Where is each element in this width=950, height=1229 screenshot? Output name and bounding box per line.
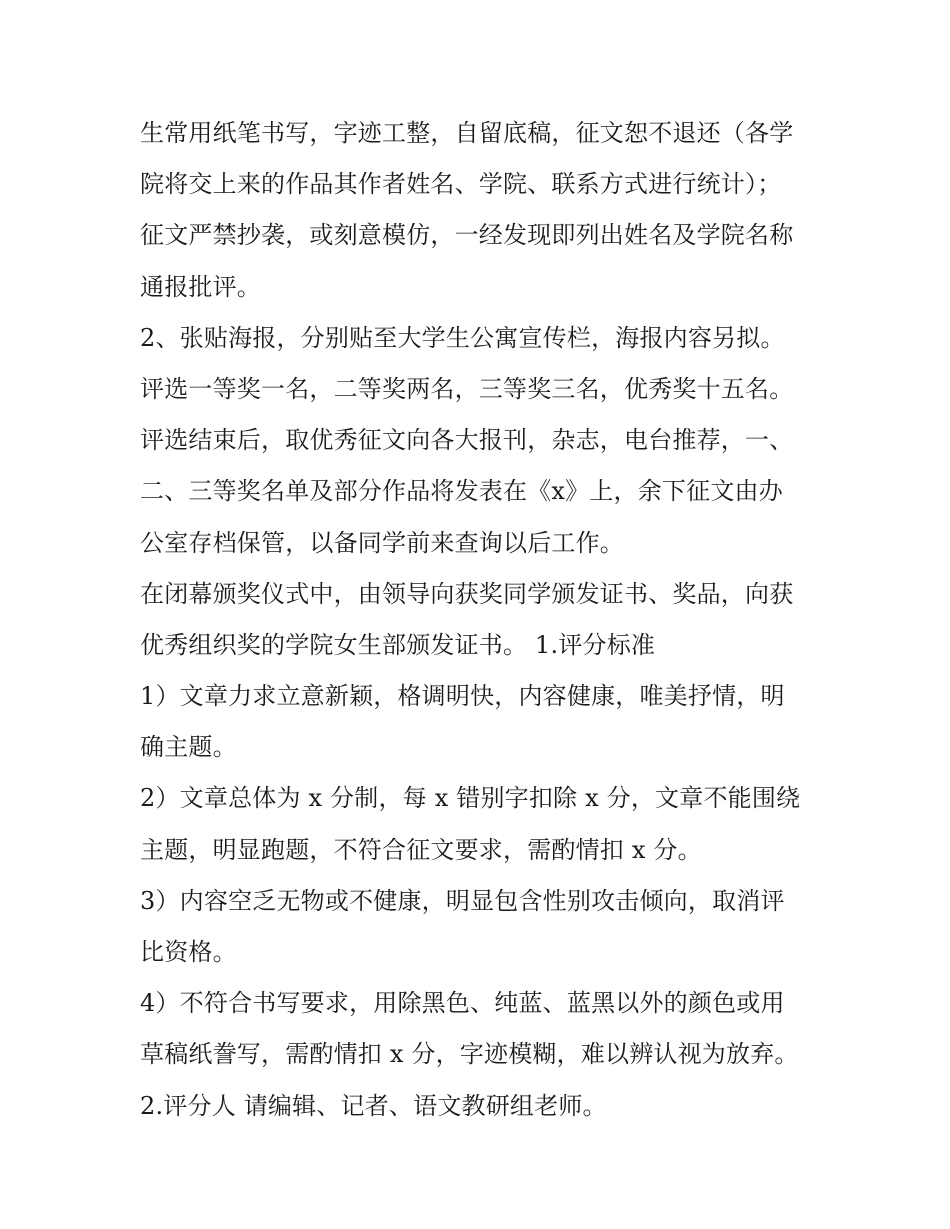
text-line: 评选结束后，取优秀征文向各大报刊，杂志，电台推荐，一、 [140, 426, 794, 455]
text-line: 生常用纸笔书写，字迹工整，自留底稿，征文恕不退还（各学 [140, 119, 794, 147]
text-line: 草稿纸誊写，需酌情扣 x 分，字迹模糊，难以辨认视为放弃。 [140, 1040, 799, 1069]
text-line: 3）内容空乏无物或不健康，明显包含性别攻击倾向，取消评 [140, 886, 785, 915]
text-line: 在闭幕颁奖仪式中，由领导向获奖同学颁发证书、奖品，向获 [140, 579, 794, 608]
text-line: 主题，明显跑题，不符合征文要求，需酌情扣 x 分。 [140, 835, 702, 864]
document-body [140, 108, 820, 1132]
text-line: 4）不符合书写要求，用除黑色、纯蓝、蓝黑以外的颜色或用 [140, 989, 785, 1018]
text-line: 比资格。 [140, 938, 237, 966]
text-line: 评选一等奖一名，二等奖两名，三等奖三名，优秀奖十五名。 [140, 374, 794, 403]
text-line: 优秀组织奖的学院女生部颁发证书。 1.评分标准 [140, 630, 656, 659]
text-line: 征文严禁抄袭，或刻意模仿，一经发现即列出姓名及学院名称 [140, 221, 794, 250]
text-line: 2、张贴海报，分别贴至大学生公寓宣传栏，海报内容另拟。 [140, 323, 785, 352]
text-line: 通报批评。 [140, 272, 261, 301]
text-line: 院将交上来的作品其作者姓名、学院、联系方式进行统计）； [140, 170, 782, 199]
text-line: 确主题。 [140, 733, 237, 762]
text-line: 二、三等奖名单及部分作品将发表在《x》上，余下征文由办 [140, 477, 783, 506]
text-line: 2）文章总体为 x 分制，每 x 错别字扣除 x 分，文章不能围绕 [140, 784, 801, 813]
text-line: 公室存档保管，以备同学前来查询以后工作。 [140, 528, 624, 557]
text-line: 2.评分人 请编辑、记者、语文教研组老师。 [140, 1091, 607, 1120]
text-line: 1）文章力求立意新颖，格调明快，内容健康，唯美抒情，明 [140, 682, 785, 711]
